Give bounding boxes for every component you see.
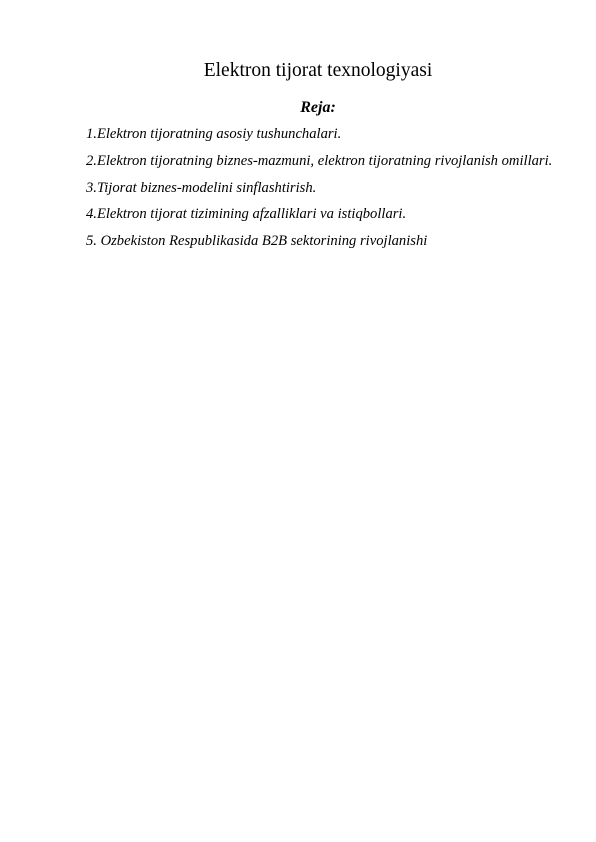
plan-item-1: 1.Elektron tijoratning asosiy tushunchalari. — [86, 126, 342, 142]
plan-item-4: 4.Elektron tijorat tizimining afzalliklari va istiqbollari. — [86, 206, 407, 223]
plan-heading: Reja: — [300, 99, 336, 116]
plan-item-2: 2.Elektron tijoratning biznes-mazmuni, elektron tijoratning rivojlanish omillari. — [86, 152, 553, 169]
document-title: Elektron tijorat texnologiyasi — [203, 60, 433, 81]
plan-item-3: 3.Tijorat biznes-modelini sinflashtirish. — [86, 179, 317, 196]
plan-item-5: 5. Ozbekiston Respublikasida B2B sektorining rivojlanishi — [86, 233, 428, 250]
plan-list — [86, 121, 556, 255]
